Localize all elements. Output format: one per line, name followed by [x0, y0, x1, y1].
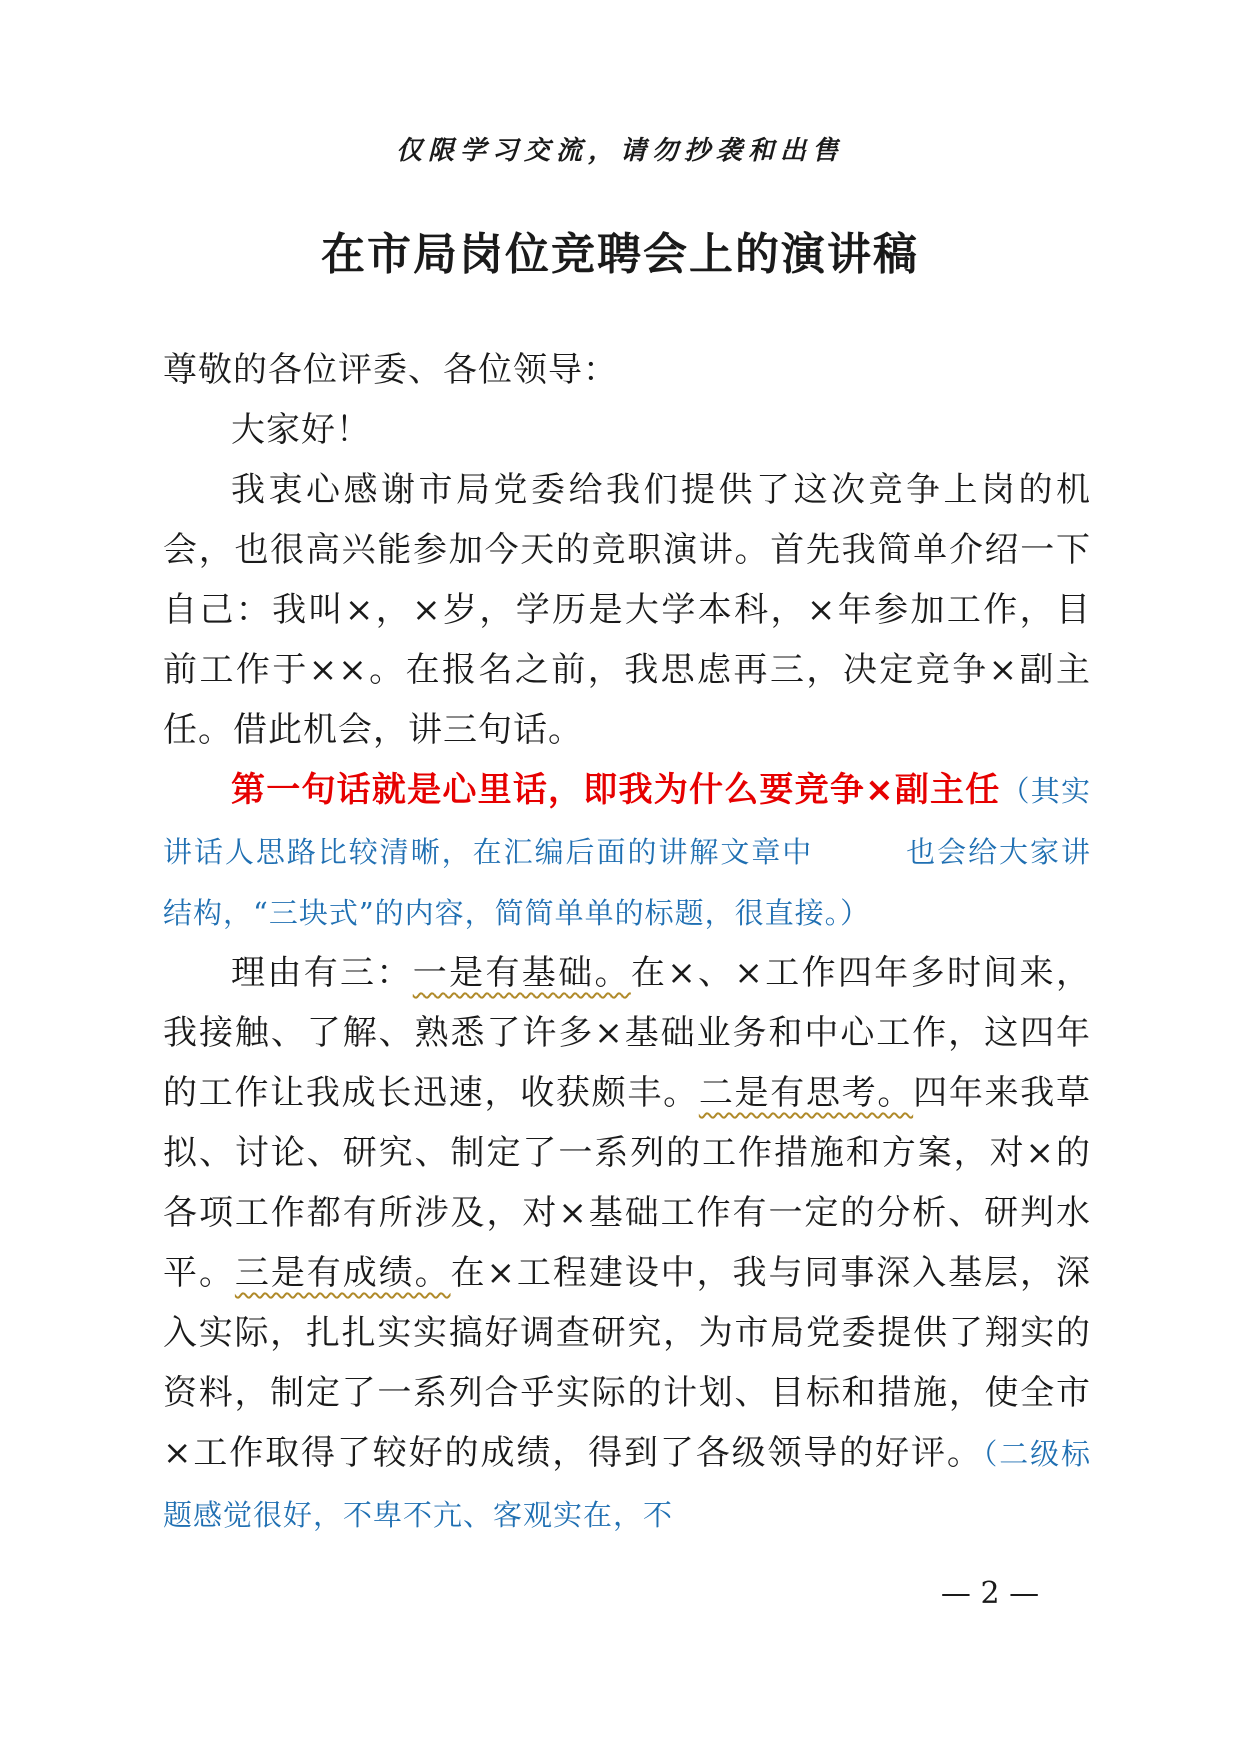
reasons-paragraph — [163, 943, 1091, 1545]
document-title: 在市局岗位竞聘会上的演讲稿 — [321, 229, 919, 280]
point-3-text: 在×工程建设中，我与同事深入基层，深入实际，扎扎实实搞好调查研究，为市局党委提供了翔实的资料，制定了一系列合乎实际的计划、目标和措施，使全市×工作取得了较好的成绩，得到了各级领导的好评。 — [163, 1253, 1091, 1473]
salutation: 尊敬的各位评委、各位领导： — [163, 350, 618, 390]
point-1-text: 在×、×工作四年多时间来，我接触、了解、熟悉了许多×基础业务和中心工作，这四年的工作让我成长迅速，收获颇丰。 — [163, 953, 1092, 1113]
document-body — [163, 340, 1091, 1545]
header-notice: 仅限学习交流，请勿抄袭和出售 — [395, 136, 844, 166]
point-2-text: 四年来我草拟、讨论、研究、制定了一系列的工作措施和方案，对×的各项工作都有所涉及，对×基础工作有一定的分析、研判水平。 — [163, 1073, 1092, 1293]
editor-annotation: （二级标题感觉很好，不卑不亢、客观实在，不 — [163, 1437, 1091, 1532]
page-number: — 2 — — [940, 1576, 1040, 1611]
editor-annotation: （其实讲话人思路比较清晰，在汇编后面的讲解文章中 也会给大家讲结构，“三块式”的内容，简简单单的标题，很直接。） — [163, 774, 1091, 930]
point-1-heading: 一是有基础。 — [412, 953, 631, 993]
section-1-heading: 第一句话就是心里话，即我为什么要竞争×副主任 — [231, 770, 1001, 810]
point-3-heading: 三是有成绩。 — [234, 1253, 451, 1293]
point-2-heading: 二是有思考。 — [698, 1073, 914, 1113]
greeting: 大家好！ — [231, 410, 371, 450]
section-1-paragraph — [163, 760, 1091, 943]
reasons-intro: 理由有三： — [231, 953, 413, 993]
intro-paragraph: 我衷心感谢市局党委给我们提供了这次竞争上岗的机会，也很高兴能参加今天的竞职演讲。首先我简单介绍一下自己：我叫×，×岁，学历是大学本科，×年参加工作，目前工作于××。在报名之前，我思虑再三，决定竞争×副主任。借此机会，讲三句话。 — [163, 470, 1091, 750]
